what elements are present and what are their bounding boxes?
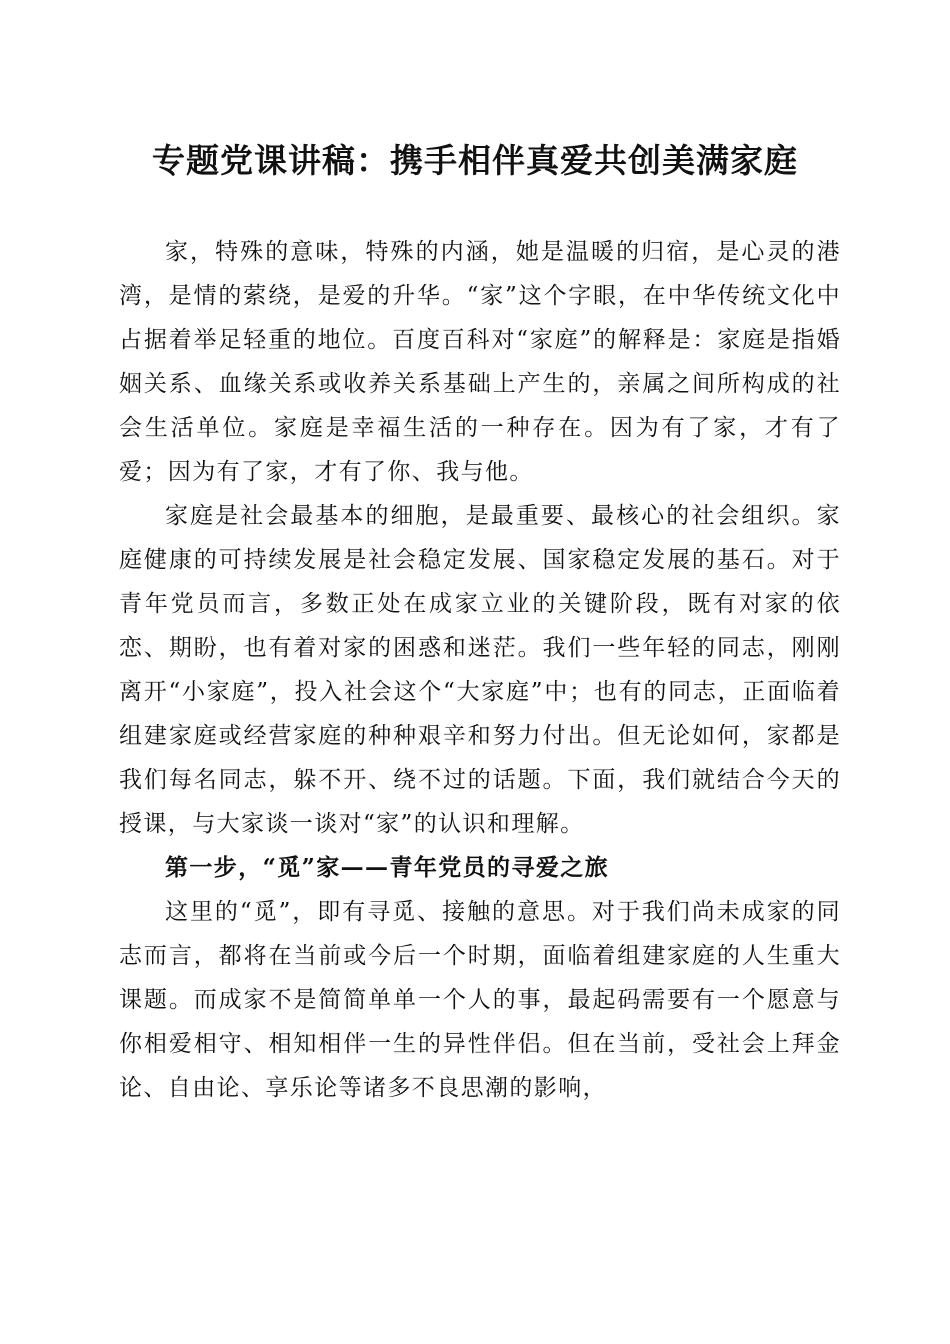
paragraph-family-cell: 家庭是社会最基本的细胞，是最重要、最核心的社会组织。家庭健康的可持续发展是社会稳定发展、国家稳定发展的基石。对于青年党员而言，多数正处在成家立业的关键阶段，既有对家的依恋、期盼，也有着对家的困惑和迷茫。我们一些年轻的同志，刚刚离开“小家庭”，投入社会这个“大家庭”中；也有的同志，正面临着组建家庭或经营家庭的种种艰辛和努力付出。但无论如何，家都是我们每名同志，躲不开、绕不过的话题。下面，我们就结合今天的授课，与大家谈一谈对“家”的认识和理解。 (119, 503, 841, 837)
paragraph-section-one: 这里的“觅”，即有寻觅、接触的意思。对于我们尚未成家的同志而言，都将在当前或今后一个时期，面临着组建家庭的人生重大课题。而成家不是简简单单一个人的事，最起码需要有一个愿意与你相爱相守、相知相伴一生的异性伴侣。但在当前，受社会上拜金论、自由论、享乐论等诸多不良思潮的影响， (119, 899, 841, 1101)
paragraph-intro: 家，特殊的意味，特殊的内涵，她是温暖的归宿，是心灵的港湾，是情的萦绕，是爱的升华。“家”这个字眼，在中华传统文化中占据着举足轻重的地位。百度百科对“家庭”的解释是：家庭是指婚姻关系、血缘关系或收养关系基础上产生的，亲属之间所构成的社会生活单位。家庭是幸福生活的一种存在。因为有了家，才有了爱；因为有了家，才有了你、我与他。 (119, 239, 841, 485)
document-title: 专题党课讲稿：携手相伴真爱共创美满家庭 (152, 141, 798, 180)
document-body (119, 230, 841, 1110)
section-heading: 第一步，“觅”家——青年党员的寻爱之旅 (165, 854, 610, 881)
